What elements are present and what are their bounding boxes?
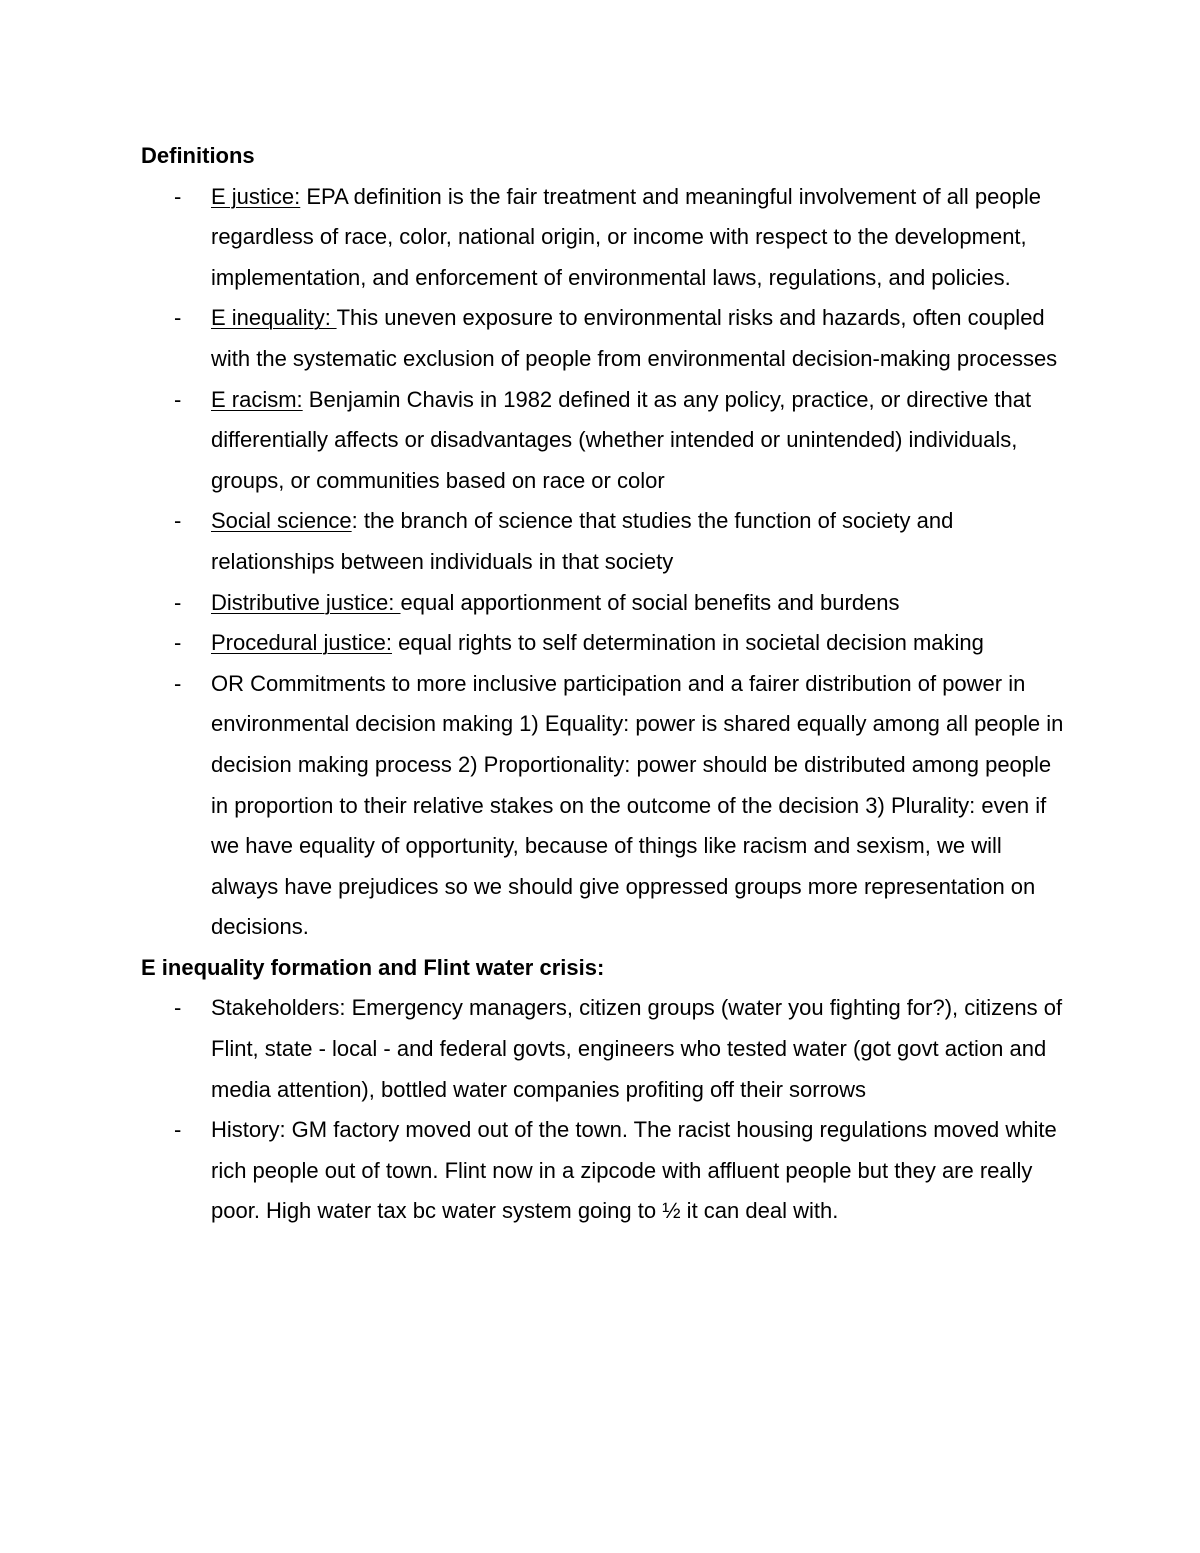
section-heading-definitions: Definitions [141, 143, 255, 168]
term-label: E racism: [211, 386, 303, 412]
bullet-dash: - [174, 183, 182, 209]
list-item [141, 623, 1071, 664]
list-item [141, 1110, 1071, 1232]
list-item [141, 177, 1071, 299]
list-item [141, 664, 1071, 948]
list-item [141, 583, 1071, 624]
term-label: E inequality: [211, 305, 337, 331]
bullet-dash: - [174, 670, 182, 696]
definition-text: This uneven exposure to environmental risks and hazards, often coupled with the systematic exclusion of people from environmental decision-making processes [211, 305, 1058, 371]
list-item [141, 501, 1071, 582]
term-label: E justice: [211, 183, 301, 209]
definition-text: equal rights to self determination in societal decision making [391, 630, 984, 656]
bullet-dash: - [174, 1117, 182, 1143]
definition-text: EPA definition is the fair treatment and meaningful involvement of all people regardless of race, color, national origin, or income with respect to the development, implementation, and enforcement of environmental laws, regulations, and policies. [211, 183, 1041, 290]
bullet-dash: - [174, 386, 182, 412]
section-heading-flint: E inequality formation and Flint water crisis: [141, 954, 605, 980]
definitions-list [141, 177, 1071, 948]
term-label: Social science [211, 508, 352, 534]
bullet-dash: - [174, 589, 182, 615]
list-item [141, 380, 1071, 502]
definition-text: OR Commitments to more inclusive participation and a fairer distribution of power in environmental decision making 1) Equality: power is shared equally among all people in decision making process 2) Proportionality: power should be distributed among people in proportion to their relative stakes on the outcome of the decision 3) Plurality: even if we have equality of opportunity, because of things like racism and sexism, we will always have prejudices so we should give oppressed groups more representation on decisions. [211, 670, 1064, 940]
bullet-dash: - [174, 995, 182, 1021]
note-text: History: GM factory moved out of the town. The racist housing regulations moved white rich people out of town. Flint now in a zipcode with affluent people but they are really poor. High water tax bc water system going to ½ it can deal with. [211, 1117, 1057, 1224]
bullet-dash: - [174, 630, 182, 656]
list-item [141, 988, 1071, 1110]
flint-list [141, 988, 1071, 1232]
bullet-dash: - [174, 305, 182, 331]
note-text: Stakeholders: Emergency managers, citizen groups (water you fighting for?), citizens of Flint, state - local - and federal govts, engineers who tested water (got govt action and media attention), bottled water companies profiting off their sorrows [211, 995, 1063, 1102]
term-label: Procedural justice: [211, 630, 392, 656]
document-body [141, 136, 1071, 1232]
list-item [141, 298, 1071, 379]
term-label: Distributive justice: [211, 589, 401, 615]
definition-text: equal apportionment of social benefits and burdens [400, 589, 900, 615]
bullet-dash: - [174, 508, 182, 534]
definition-text: : the branch of science that studies the function of society and relationships between individuals in that society [211, 508, 954, 574]
definition-text: Benjamin Chavis in 1982 defined it as any policy, practice, or directive that differentially affects or disadvantages (whether intended or unintended) individuals, groups, or communities based on race or color [211, 386, 1032, 493]
